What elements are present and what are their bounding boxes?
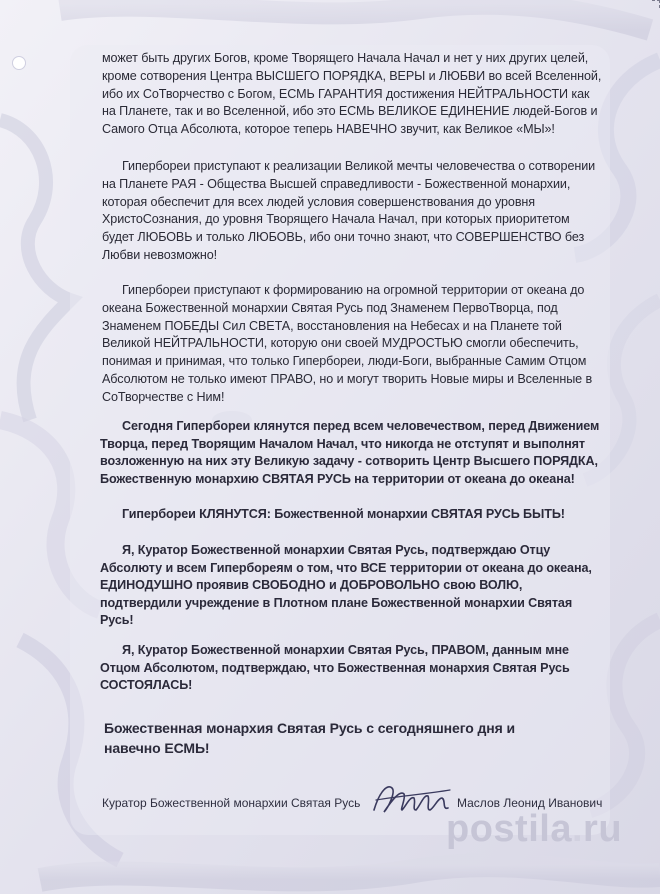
text-line: СоТворчестве с Ним! — [102, 389, 225, 404]
paragraph-1 — [102, 50, 602, 139]
text-line: Абсолюту и всем Гипербореям о том, что ВСЕ территории от океана до океана, — [100, 560, 592, 575]
text-line: Самого Отца Абсолюта, которое теперь НАВЕЧНО звучит, как Великое «МЫ»! — [102, 122, 555, 137]
text-line: возложенную на них эту Великую задачу - сотворить Центр Высшего ПОРЯДКА, — [100, 454, 598, 469]
paragraph-2 — [102, 158, 602, 265]
text-line: СОСТОЯЛАСЬ! — [100, 678, 193, 693]
text-line: Я, Куратор Божественной монархии Святая Русь, подтверждаю Отцу — [122, 543, 551, 557]
text-line: Знаменем ПОБЕДЫ Сил СВЕТА, восстановления на Небесах и на Планете той — [102, 318, 562, 333]
text-line: Творца, перед Творящим Началом Начал, что никогда не отступят и выполнят — [100, 436, 585, 451]
text-line: Отцом Абсолютом, подтверждаю, что Божественная монархия Святая Русь — [100, 660, 570, 675]
text-line: Русь! — [100, 613, 134, 628]
paragraph-declaration — [100, 642, 602, 695]
text-line: ибо их СоТворчество с Богом, ЕСМЬ ГАРАНТИЯ достижения НЕЙТРАЛЬНОСТИ как — [102, 86, 590, 101]
text-line: на Планете, так и во Вселенной, ибо это ЕСМЬ ВЕЛИКОЕ ЕДИНЕНИЕ людей-Богов и — [102, 104, 598, 119]
text-line: Гипербореи приступают к формированию на огромной территории от океана до — [122, 283, 585, 297]
site-watermark — [446, 808, 622, 851]
paragraph-oath — [100, 418, 602, 488]
paragraph-proclamation — [104, 718, 604, 758]
watermark-tld: ru — [583, 808, 623, 850]
watermark-brand: postila — [446, 808, 572, 850]
text-line: будет ЛЮБОВЬ и только ЛЮБОВЬ, ибо они точно знают, что СОВЕРШЕНСТВО без — [102, 230, 585, 245]
text-line: Великой НЕЙТРАЛЬНОСТИ, которую они своей МУДРОСТЬЮ смогли обеспечить, — [102, 336, 579, 351]
text-line: Божественную монархию СВЯТАЯ РУСЬ на территории от океана до океана! — [100, 471, 575, 486]
paragraph-confirmation — [100, 542, 602, 630]
text-line: Абсолютом не только имеют ПРАВО, но и могут творить Новые миры и Вселенные в — [102, 371, 593, 386]
text-line: кроме сотворения Центра ВЫСШЕГО ПОРЯДКА, ВЕРЫ и ЛЮБВИ во всей Вселенной, — [102, 68, 602, 83]
paragraph-vow — [100, 506, 602, 524]
text-line: которая обеспечит для всех людей условия совершенствования до уровня — [102, 194, 535, 209]
text-line: навечно ЕСМЬ! — [104, 740, 210, 756]
text-line: Гипербореи КЛЯНУТСЯ: Божественной монархии СВЯТАЯ РУСЬ БЫТЬ! — [122, 507, 565, 521]
text-line: океана Божественной монархии Святая Русь под Знаменем ПервоТворца, под — [102, 300, 558, 315]
text-line: Божественная монархия Святая Русь с сегодняшнего дня и — [104, 720, 516, 736]
text-line: ЕДИНОДУШНО проявив СВОБОДНО и ДОБРОВОЛЬНО свою ВОЛЮ, — [100, 578, 523, 593]
paragraph-3 — [102, 282, 602, 407]
text-line: ХристоСознания, до уровня Творящего Начала Начал, при которых приоритетом — [102, 212, 570, 227]
signature-title: Куратор Божественной монархии Святая Русь — [102, 796, 361, 810]
handwritten-signature-icon — [370, 780, 454, 820]
text-line: Гипербореи приступают к реализации Великой мечты человечества о сотворении — [122, 159, 596, 173]
text-line: может быть других Богов, кроме Творящего Начала Начал и нет у них других целей, — [102, 51, 589, 65]
signatory-name: Маслов Леонид Иванович — [457, 796, 603, 810]
text-line: понимая и принимая, что только Гипербореи, люди-Боги, выбранные Самим Отцом — [102, 354, 587, 369]
text-line: Сегодня Гипербореи клянутся перед всем человечеством, перед Движением — [122, 419, 600, 433]
watermark-dot: . — [571, 808, 584, 850]
text-line: на Планете РАЯ - Общества Высшей справедливости - Божественной монархии, — [102, 176, 571, 191]
text-line: Любви невозможно! — [102, 247, 217, 262]
text-line: Я, Куратор Божественной монархии Святая Русь, ПРАВОМ, данным мне — [122, 643, 569, 657]
text-line: подтвердили учреждение в Плотном плане Божественной монархии Святая — [100, 595, 573, 610]
